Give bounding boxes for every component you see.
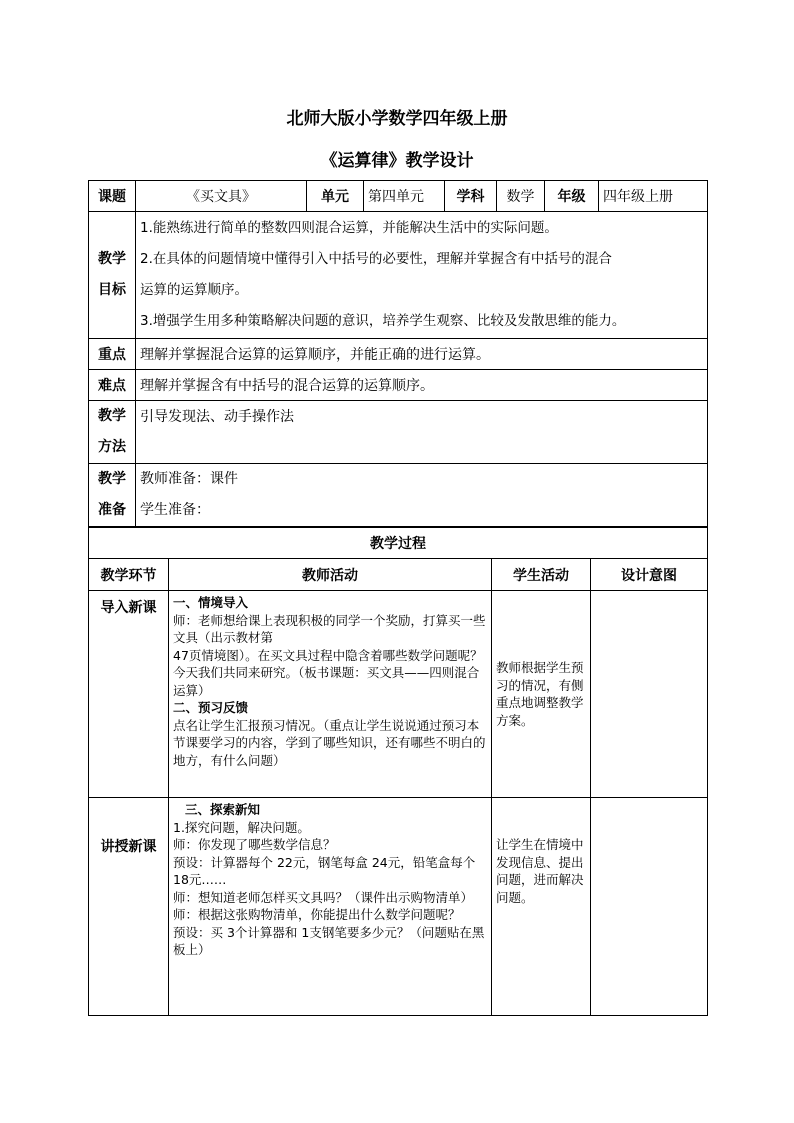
activity-line: 点名让学生汇报预习情况。（重点让学生说说通过预习本节课要学习的内容，学到了哪些知识，还有哪些不明白的地方，有什么问题） bbox=[173, 717, 486, 768]
objectives-label-line1: 教学 bbox=[98, 251, 126, 267]
topic-value: 《买文具》 bbox=[136, 181, 307, 212]
subject-label: 学科 bbox=[445, 181, 497, 212]
topic-label: 课题 bbox=[89, 181, 136, 212]
method-label-line1: 教学 bbox=[98, 408, 126, 424]
activity-line: 1.探究问题，解决问题。 bbox=[173, 819, 310, 835]
student-activity-cell: 教师根据学生预习的情况，有侧重点地调整教学方案。 bbox=[492, 591, 591, 798]
preparation-label-line1: 教学 bbox=[98, 471, 126, 487]
preparation-label bbox=[89, 464, 136, 527]
unit-label: 单元 bbox=[307, 181, 364, 212]
method-label-line2: 方法 bbox=[98, 439, 126, 455]
column-header-teacher: 教师活动 bbox=[169, 559, 492, 591]
info-row bbox=[89, 181, 708, 212]
section-heading: 三、探索新知 bbox=[185, 802, 261, 817]
column-header-stage: 教学环节 bbox=[89, 559, 169, 591]
student-preparation: 学生准备： bbox=[140, 502, 210, 518]
process-heading: 教学过程 bbox=[89, 528, 708, 559]
teacher-preparation: 教师准备：课件 bbox=[140, 471, 238, 487]
objective-item: 3.增强学生用多种策略解决问题的意识，培养学生观察、比较及发散思维的能力。 bbox=[140, 313, 626, 329]
design-intent-cell bbox=[591, 591, 708, 798]
difficulty-row bbox=[89, 370, 708, 401]
difficulty-label: 难点 bbox=[89, 370, 136, 401]
difficulty-value: 理解并掌握含有中括号的混合运算的运算顺序。 bbox=[136, 370, 708, 401]
column-header-intent: 设计意图 bbox=[591, 559, 708, 591]
process-table bbox=[88, 527, 708, 1016]
section-heading: 一、情境导入 bbox=[173, 595, 249, 610]
key-point-value: 理解并掌握混合运算的运算顺序，并能正确的进行运算。 bbox=[136, 339, 708, 370]
objective-item: 运算的运算顺序。 bbox=[140, 282, 248, 298]
activity-line: 师：老师想给课上表现积极的同学一个奖励，打算买一些文具（出示教材第 bbox=[173, 612, 486, 645]
activity-line: 师：想知道老师怎样买文具吗？（课件出示购物清单） bbox=[173, 889, 474, 905]
preparation-row bbox=[89, 464, 708, 527]
grade-value: 四年级上册 bbox=[599, 181, 708, 212]
objectives-label bbox=[89, 212, 136, 339]
section-heading: 二、预习反馈 bbox=[173, 700, 249, 715]
objectives-content bbox=[136, 212, 708, 339]
activity-line: 预设：计算器每个 22元，钢笔每盒 24元，铅笔盒每个 18元…… bbox=[173, 854, 476, 887]
preparation-content bbox=[136, 464, 708, 527]
table-row bbox=[89, 591, 708, 798]
student-activity-cell: 让学生在情境中发现信息、提出问题，进而解决问题。 bbox=[492, 798, 591, 1016]
document-subtitle: 《运算律》教学设计 bbox=[320, 151, 474, 171]
method-label bbox=[89, 401, 136, 464]
key-point-label: 重点 bbox=[89, 339, 136, 370]
key-point-row bbox=[89, 339, 708, 370]
process-header-row bbox=[89, 559, 708, 591]
grade-label: 年级 bbox=[545, 181, 599, 212]
teacher-activity-cell bbox=[169, 591, 492, 798]
method-row bbox=[89, 401, 708, 464]
document-title: 北师大版小学数学四年级上册 bbox=[286, 109, 508, 129]
process-heading-row bbox=[89, 528, 708, 559]
objective-item: 2.在具体的问题情境中懂得引入中括号的必要性，理解并掌握含有中括号的混合 bbox=[140, 251, 612, 267]
column-header-student: 学生活动 bbox=[492, 559, 591, 591]
info-table bbox=[88, 180, 708, 527]
stage-cell: 讲授新课 bbox=[89, 798, 169, 1016]
table-row bbox=[89, 798, 708, 1016]
activity-line: 47页情境图）。在买文具过程中隐含着哪些数学问题呢？今天我们共同来研究。（板书课题：买文具——四则混合运算） bbox=[173, 647, 483, 698]
unit-value: 第四单元 bbox=[364, 181, 445, 212]
activity-line: 师：根据这张购物清单，你能提出什么数学问题呢？ bbox=[173, 907, 461, 922]
activity-line: 预设：买 3个计算器和 1支钢笔要多少元？（问题贴在黑板上） bbox=[173, 924, 485, 957]
stage-cell: 导入新课 bbox=[89, 591, 169, 798]
design-intent-cell bbox=[591, 798, 708, 1016]
method-value: 引导发现法、动手操作法 bbox=[136, 401, 708, 464]
objectives-row bbox=[89, 212, 708, 339]
preparation-label-line2: 准备 bbox=[98, 502, 126, 518]
activity-line: 师：你发现了哪些数学信息？ bbox=[173, 837, 336, 852]
objective-item: 1.能熟练进行简单的整数四则混合运算，并能解决生活中的实际问题。 bbox=[140, 220, 558, 236]
teacher-activity-cell bbox=[169, 798, 492, 1016]
objectives-label-line2: 目标 bbox=[98, 282, 126, 298]
subject-value: 数学 bbox=[497, 181, 545, 212]
